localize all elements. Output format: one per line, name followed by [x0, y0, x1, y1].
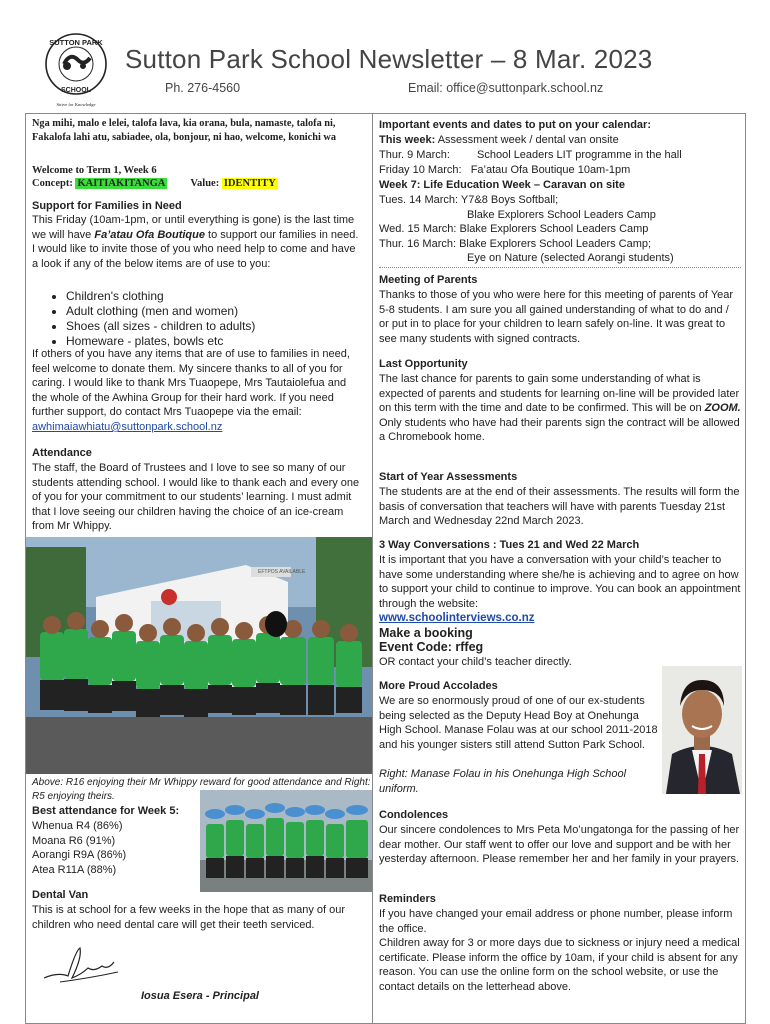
- this-week-text: Assessment week / dental van onsite: [435, 134, 619, 146]
- event-date: Thur. 9 March:: [379, 149, 450, 161]
- week-7-heading: Week 7: Life Education Week – Caravan on site: [379, 179, 625, 191]
- event-wed-15: Wed. 15 March: Blake Explorers School Leaders Camp: [379, 223, 649, 235]
- concept-line: [32, 177, 278, 192]
- support-text-2: If others of you have any items that are of use to families in need, feel welcome to donate them. My sincere thanks to all of you for caring. I would like to thank Mrs Tuaopepe, Mrs Tautaiolefua and the whole of the Awhina Group for their hard work. If you need further support, do contact Mrs Tuaopepe via the email:: [32, 348, 350, 419]
- multilingual-greeting: Nga mihi, malo e lelei, talofa lava, kia orana, bula, namaste, talofa ni, Fakalofa lahi atu, sabiadee, ola, bonjour, ni hao, welcome, konichi wa: [32, 118, 336, 143]
- event-text: School Leaders LIT programme in the hall: [477, 149, 682, 161]
- dental-van-paragraph: This is at school for a few weeks in the hope that as many of our children who need dental care will get their teeth serviced.: [32, 904, 346, 931]
- event-thur-9: [379, 148, 682, 163]
- list-item: Whenua R4 (86%): [32, 820, 123, 832]
- school-interviews-link[interactable]: www.schoolinterviews.co.nz: [379, 612, 535, 624]
- logo-top-text: SUTTON PARK: [49, 38, 103, 47]
- r5-ice-cream-photo: [200, 790, 373, 892]
- logo-motto-text: Strive for Knowledge: [56, 102, 96, 107]
- principal-name: Iosua Esera - Principal: [141, 990, 259, 1002]
- concept-label: Concept:: [32, 178, 73, 189]
- event-thur-16-b: Eye on Nature (selected Aorangi students): [467, 252, 674, 264]
- best-attendance-list: [32, 819, 192, 877]
- list-item: • Shoes (all sizes - children to adults): [66, 319, 366, 334]
- school-phone: Ph. 276-4560: [165, 81, 241, 95]
- newsletter-title: Sutton Park School Newsletter – 8 Mar. 2023: [125, 44, 653, 74]
- value-label: Value:: [190, 178, 220, 189]
- support-paragraph-2: [32, 347, 364, 435]
- accolades-caption: Right: Manase Folau in his Onehunga High School uniform.: [379, 768, 627, 795]
- conversations-paragraph: It is important that you have a conversation with your child’s teacher to have some understanding where she/he is achieving and to agree on how to support your child to continue to improve. You can book an appointment through the website:: [379, 554, 741, 610]
- make-booking-label: Make a booking: [379, 626, 473, 640]
- accolades-paragraph: We are so enormously proud of one of our ex-students being selected as the Deputy Head Boy at Onehunga High School. Manase Folau was at our school 2011-2018 and his younger sisters still attend Sutton Park School.: [379, 695, 658, 751]
- chromebook-text: Only students who have had their parents sign the contract will be allowed a Chromebook home.: [379, 416, 740, 444]
- support-heading: Support for Families in Need: [32, 200, 182, 212]
- zoom-label: ZOOM.: [704, 402, 741, 415]
- event-thur-16: Thur. 16 March: Blake Explorers School Leaders Camp;: [379, 238, 652, 250]
- dental-van-heading: Dental Van: [32, 889, 89, 901]
- letterhead: [0, 0, 770, 113]
- last-opportunity-heading: Last Opportunity: [379, 358, 468, 370]
- mr-whippy-photo: [26, 537, 373, 774]
- last-opportunity-paragraph: [379, 372, 741, 445]
- support-text-c: to support our families in need. I would like to invite those of you who need help to come and have a look if any of the below items are of use to you:: [32, 228, 359, 270]
- awhina-email-link[interactable]: awhimaiawhiatu@suttonpark.school.nz: [32, 420, 223, 433]
- meeting-heading: Meeting of Parents: [379, 274, 478, 286]
- reminders-paragraph-2: Children away for 3 or more days due to sickness or injury need a medical certificate. Please inform the office by 10am, if your child is absent for any reason. You can use the online form on the school website, or use the contact details on the letterhead above.: [379, 937, 740, 993]
- accolades-heading: More Proud Accolades: [379, 680, 498, 692]
- event-fri-10: Friday 10 March: Fa’atau Ofa Boutique 10am-1pm: [379, 164, 631, 176]
- principal-signature: [40, 944, 130, 986]
- contact-teacher-text: OR contact your child’s teacher directly.: [379, 656, 572, 668]
- support-paragraph-1: [32, 213, 362, 271]
- manase-folau-photo: [662, 666, 742, 794]
- photo-caption: Above: R16 enjoying their Mr Whippy reward for good attendance and Right: R5 enjoying theirs.: [32, 777, 371, 802]
- condolences-heading: Condolences: [379, 809, 449, 821]
- event-tues-14-b: Blake Explorers School Leaders Camp: [467, 209, 656, 221]
- list-item: • Homeware - plates, bowls etc: [66, 334, 366, 349]
- event-tues-14: Tues. 14 March: Y7&8 Boys Softball;: [379, 194, 559, 206]
- list-item: Moana R6 (91%): [32, 834, 116, 847]
- van-sign: EFTPOS AVAILABLE: [258, 569, 306, 575]
- attendance-heading: Attendance: [32, 447, 92, 459]
- section-divider: [379, 267, 741, 268]
- reminders-heading: Reminders: [379, 893, 436, 905]
- logo-bottom-text: SCHOOL: [61, 87, 91, 94]
- assessments-heading: Start of Year Assessments: [379, 471, 518, 483]
- value-value: IDENTITY: [223, 178, 276, 189]
- list-item: Aorangi R9A (86%): [32, 849, 127, 862]
- support-items-list: [26, 289, 366, 349]
- list-item: • Adult clothing (men and women): [66, 304, 366, 319]
- right-column: [373, 113, 746, 1024]
- attendance-paragraph: The staff, the Board of Trustees and I love to see so many of our students attending school. I would like to thank each and every one of you for your commitment to our students’ learning. I must admit that I love seeing our children having the choice of an ice-cream from Mr Whippy.: [32, 462, 360, 533]
- list-item: Atea R11A (88%): [32, 863, 117, 876]
- this-week-label: This week:: [379, 134, 436, 146]
- best-attendance-heading: Best attendance for Week 5:: [32, 805, 180, 817]
- school-email: Email: office@suttonpark.school.nz: [408, 81, 604, 95]
- meeting-paragraph: Thanks to those of you who were here for this meeting of parents of Year 5-8 students. I am sure you all gained understanding of what to do and / or put in to place for your children to learn safely on-line. It was great to see many students with signed contracts.: [379, 289, 734, 345]
- event-code: Event Code: rffeg: [379, 640, 484, 654]
- last-opportunity-text: The last chance for parents to gain some understanding of what is expected of parents and students for learning on-line will be provided later on this term with the time and date to be confirmed. This will be on: [379, 373, 740, 415]
- term-welcome: Welcome to Term 1, Week 6: [32, 165, 157, 176]
- events-heading: Important events and dates to put on your calendar:: [379, 119, 651, 131]
- left-column: [25, 113, 373, 1024]
- conversations-heading: 3 Way Conversations : Tues 21 and Wed 22 March: [379, 539, 640, 551]
- assessments-paragraph: The students are at the end of their assessments. The results will form the basis of conversation that teachers will have with parents Tuesday 21st March and Wednesday 22nd March 2023.: [379, 486, 740, 528]
- this-week-line: [379, 133, 619, 148]
- school-logo: [34, 30, 120, 110]
- condolences-paragraph: Our sincere condolences to Mrs Peta Mo’ungatonga for the passing of her dear mother. Our staff went to offer our love and support and be with her yesterday afternoon. Please remember her and her family in your prayers.: [379, 824, 740, 866]
- reminders-paragraph-1: If you have changed your email address or phone number, please inform the office.: [379, 908, 733, 935]
- boutique-name: Fa’atau Ofa Boutique: [94, 228, 205, 241]
- support-text-a: This Friday (10am-1pm, or until everything is gone) is the last time we will have: [32, 214, 355, 241]
- concept-value: KAITIAKITANGA: [77, 178, 166, 189]
- list-item: • Children's clothing: [66, 289, 366, 304]
